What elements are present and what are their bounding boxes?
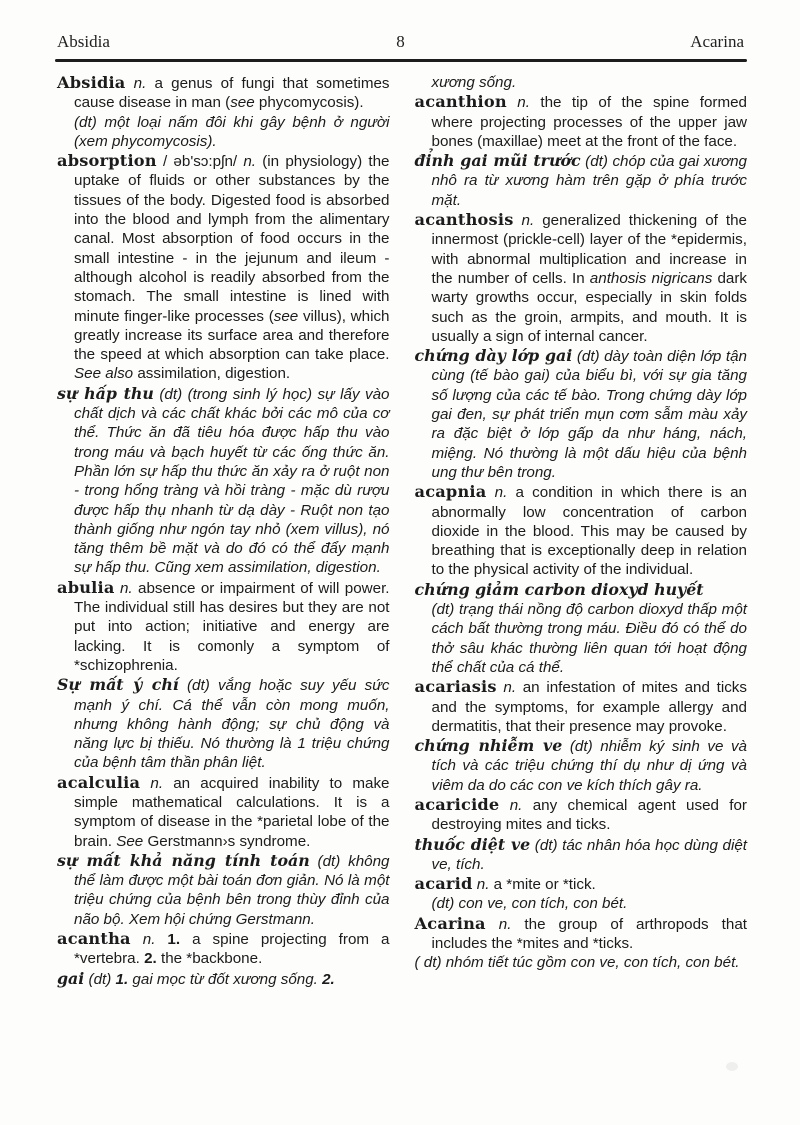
text-run: a spine projecting from a *vertebra. (74, 931, 390, 968)
headword: acarid (414, 874, 473, 894)
text-run: (dt) dày toàn diện lớp tận cùng (tế bào gai) của biểu bì, với sự gia tăng số lượng của các tế bào. Trong chứng dày lớp gai đen, sự phát triển mụn cơm sẫm màu xảy ra đặc biệt ở lớp gấp da như háng, nách, miệng. Nó thường là một dấu hiệu của bệnh ung thư bên trong. (431, 348, 747, 481)
running-header (57, 32, 744, 52)
left-column (57, 73, 390, 989)
headword: acanthion (414, 92, 507, 112)
entry-thuoc-diet-ve (415, 835, 748, 875)
entry-paragraph (415, 210, 748, 346)
entry-paragraph (415, 580, 748, 600)
entry-dinh-gai-mui-truoc (415, 151, 748, 210)
text-run: the group of arthropods that includes the *mites and *ticks. (431, 915, 747, 953)
entry-paragraph (57, 73, 390, 113)
text-run: a genus of fungi that sometimes cause disease in man ( (74, 75, 390, 112)
header-page-number: 8 (396, 32, 405, 51)
headword: Acarina (414, 913, 486, 933)
text-run: (dt) con ve, con tích, con bét. (431, 895, 628, 913)
text-run: assimilation, digestion. (133, 365, 291, 383)
entry-acarid (415, 874, 748, 914)
text-run: the tip of the spine formed where projecting processes of the upper jaw bones (maxillae) meet at the front of the face. (431, 94, 747, 150)
part-of-speech: n. (496, 679, 517, 697)
entry-su-hap-thu (57, 384, 390, 578)
headword-vietnamese: sự hấp thu (57, 383, 154, 403)
text-run: xương sống. (431, 74, 517, 91)
text-run: (dt) nhiễm ký sinh ve và tích và các triệu chứng thí dụ như dị ứng và viêm da do các con ve kích thích gây ra. (431, 738, 747, 794)
text-run: / əb'sɔ:pʃn/ (156, 153, 244, 171)
text-run: (in physiology) the uptake of fluids or other substances by the tissues of the body. Digested food is absorbed into the blood and lymph from the alimentary canal. Most absorption of food occurs in the small intestine - in the jejunum and ileum - although alcohol is readily absorbed from the stomach. The small intestine is lined with minute finger-like processes ( (74, 153, 390, 325)
text-run: an acquired inability to make simple mathematical calculations. It is a symptom of disease in the *parietal lobe of the brain. (74, 774, 390, 850)
translation-paragraph (415, 73, 748, 92)
entry-chung-giam-carbon-dioxyd-huyet (415, 580, 748, 677)
entry-paragraph (415, 914, 748, 954)
entry-paragraph (415, 795, 748, 835)
entry-paragraph (415, 482, 748, 579)
part-of-speech: n. (243, 153, 257, 171)
part-of-speech: n. (130, 931, 168, 949)
entry-acaricide (415, 795, 748, 835)
entry-gai (57, 969, 390, 989)
text-run: (dt) chóp của gai xương nhô ra từ xương hàm trên gặp ở phía trước mặt. (431, 153, 747, 209)
text-run: absence or impairment of will power. The individual still has desires but they are not put into action; initiative and energy are lacking. It is comonly a symptom of *schizophrenia. (74, 579, 390, 674)
entry-acariasis (415, 677, 748, 736)
text-run: 1. (115, 970, 129, 988)
translation-paragraph (415, 600, 748, 677)
entry-paragraph (57, 969, 390, 989)
text-columns (57, 73, 747, 989)
entry-paragraph (57, 578, 390, 675)
text-run: phycomycosis). (254, 94, 364, 112)
text-run: the *backbone. (156, 950, 263, 968)
entry-paragraph (415, 677, 748, 736)
part-of-speech: n. (499, 796, 523, 814)
text-run: gai mọc từ đốt xương sống. (128, 970, 323, 988)
scan-artifact (726, 1062, 738, 1071)
headword: acapnia (414, 482, 487, 502)
text-run: (dt) (84, 970, 116, 988)
entry-paragraph (415, 92, 748, 151)
translation-paragraph (415, 894, 748, 913)
headword: acanthosis (414, 210, 514, 230)
entry-chung-nhiem-ve (415, 736, 748, 795)
part-of-speech: n. (114, 579, 133, 597)
text-run: anthosis nigricans (589, 269, 713, 287)
entry-su-mat-y-chi (57, 675, 390, 772)
text-run: (dt) vắng hoặc suy yếu sức mạnh ý chí. Cá thể vẫn còn mong muốn, nhưng không hành động; sự chủ động và năng lực bị thiếu. Nó thường là 1 triệu chứng của bệnh tâm thần phân liệt. (74, 677, 390, 772)
entry-paragraph (415, 835, 748, 875)
entry-paragraph (57, 851, 390, 929)
entry-acarina (415, 914, 748, 954)
text-run: (dt) (trong sinh lý học) sự lấy vào chất dịch và các chất khác bởi các mô của cơ thể. Thức ăn đã tiêu hóa được hấp thu vào trong máu và bạch huyết từ các ống thức ăn. Phần lớn sự hấp thu thức ăn xảy ra ở ruột non - trong hổng tràng và hồi tràng - mặc dù rượu được hấp thụ nhanh từ dạ dày - Ruột non tạo thành giống như ngón tay nhỏ (xem villus), nó tăng thêm bề mặt và do đó có thể đẩy mạnh sự hấp thu. Cũng xem assimilation, digestion. (74, 385, 390, 577)
headword-vietnamese: chứng dày lớp gai (414, 346, 573, 366)
headword: acalculia (57, 772, 141, 792)
text-run: see (230, 94, 255, 112)
text-run: any chemical agent used for destroying mites and ticks. (431, 796, 747, 834)
entry-paragraph (57, 384, 390, 578)
text-run: 1. (167, 931, 181, 949)
headword-vietnamese: chứng nhiễm ve (414, 736, 563, 756)
text-run: 2. (322, 970, 335, 988)
entry-acarina-translation (415, 953, 748, 972)
entry-acapnia (415, 482, 748, 579)
translation-paragraph (57, 113, 390, 152)
entry-paragraph (415, 953, 748, 972)
entry-absidia (57, 73, 390, 151)
headword: absorption (57, 151, 157, 171)
headword-vietnamese: đỉnh gai mũi trước (414, 151, 581, 171)
entry-paragraph (57, 151, 390, 384)
text-run: a condition in which there is an abnormally low concentration of carbon dioxide in the blood. This may be caused by breathing that is exceptionally deep in relation to the physical activity of the individual. (431, 484, 748, 579)
text-run: (dt) không thể làm được một bài toán đơn giản. Nó là một triệu chứng của bệnh bên trong thùy đỉnh của não bộ. Xem hội chứng Gerstmann. (74, 852, 390, 928)
headword-vietnamese: gai (57, 968, 85, 988)
entry-paragraph (415, 874, 748, 894)
entry-paragraph (415, 346, 748, 482)
part-of-speech: n. (513, 212, 535, 230)
part-of-speech: n. (140, 774, 164, 792)
part-of-speech: n. (125, 75, 147, 92)
headword: abulia (57, 577, 115, 597)
text-run: see (273, 307, 299, 325)
headword-vietnamese: chứng giảm carbon dioxyd huyết (414, 579, 704, 599)
headword: acantha (57, 929, 131, 949)
entry-abulia (57, 578, 390, 675)
entry-paragraph (415, 151, 748, 210)
entry-acalculia (57, 773, 390, 851)
entry-paragraph (57, 675, 390, 772)
headword: acariasis (414, 677, 497, 697)
entry-gai-continuation (415, 73, 748, 92)
text-run: See also (74, 365, 134, 383)
header-guide-word-right: Acarina (690, 32, 744, 51)
entry-acanthosis (415, 210, 748, 346)
headword-vietnamese: sự mất khả năng tính toán (57, 850, 310, 870)
part-of-speech: n. (506, 94, 530, 112)
text-run: an infestation of mites and ticks and the symptoms, for example allergy and dermatitis, that their presence may provoke. (431, 679, 747, 735)
text-run: 2. (144, 950, 157, 968)
text-run: generalized thickening of the innermost (prickle-cell) layer of the *epidermis, with abnormal multiplication and increase in the number of cells. In (431, 212, 747, 287)
entry-acanthion (415, 92, 748, 151)
right-column (415, 73, 748, 989)
text-run: (dt) trạng thái nồng độ carbon dioxyd thấp một cách bất thường trong máu. Điều đó có thể do thở sâu khác thường liên quan tới hoạt động thể chất của cá thể. (431, 601, 747, 676)
entry-paragraph (415, 736, 748, 795)
header-rule (55, 59, 747, 62)
headword: Absidia (57, 73, 126, 92)
headword-vietnamese: Sự mất ý chí (57, 675, 179, 695)
entry-paragraph (57, 929, 390, 969)
entry-su-mat-kha-nang-tinh-toan (57, 851, 390, 929)
entry-chung-day-lop-gai (415, 346, 748, 482)
part-of-speech: n. (486, 484, 508, 502)
part-of-speech: n. (472, 876, 490, 894)
text-run: (dt) tác nhân hóa học dùng diệt ve, tích. (431, 836, 748, 873)
text-run: See (116, 832, 144, 850)
header-guide-word-left: Absidia (57, 32, 110, 51)
part-of-speech: n. (485, 915, 512, 933)
headword-vietnamese: thuốc diệt ve (414, 834, 531, 854)
text-run: Gerstmann›s syndrome. (143, 832, 311, 850)
text-run: ( dt) nhóm tiết túc gồm con ve, con tích, con bét. (414, 954, 740, 972)
entry-acantha (57, 929, 390, 969)
text-run: a *mite or *tick. (489, 876, 596, 894)
text-run: (dt) một loại nấm đôi khi gây bệnh ở người (xem phycomycosis). (74, 113, 390, 150)
text-run: villus), which greatly increase its surface area and therefore the speed at which absorption can take place. (74, 307, 390, 364)
headword: acaricide (414, 794, 500, 814)
entry-paragraph (57, 773, 390, 851)
entry-absorption (57, 151, 390, 384)
text-run: dark warty growths occur, especially in skin folds such as the groin, armpits, and mouth. It is usually a sign of internal cancer. (431, 269, 747, 345)
